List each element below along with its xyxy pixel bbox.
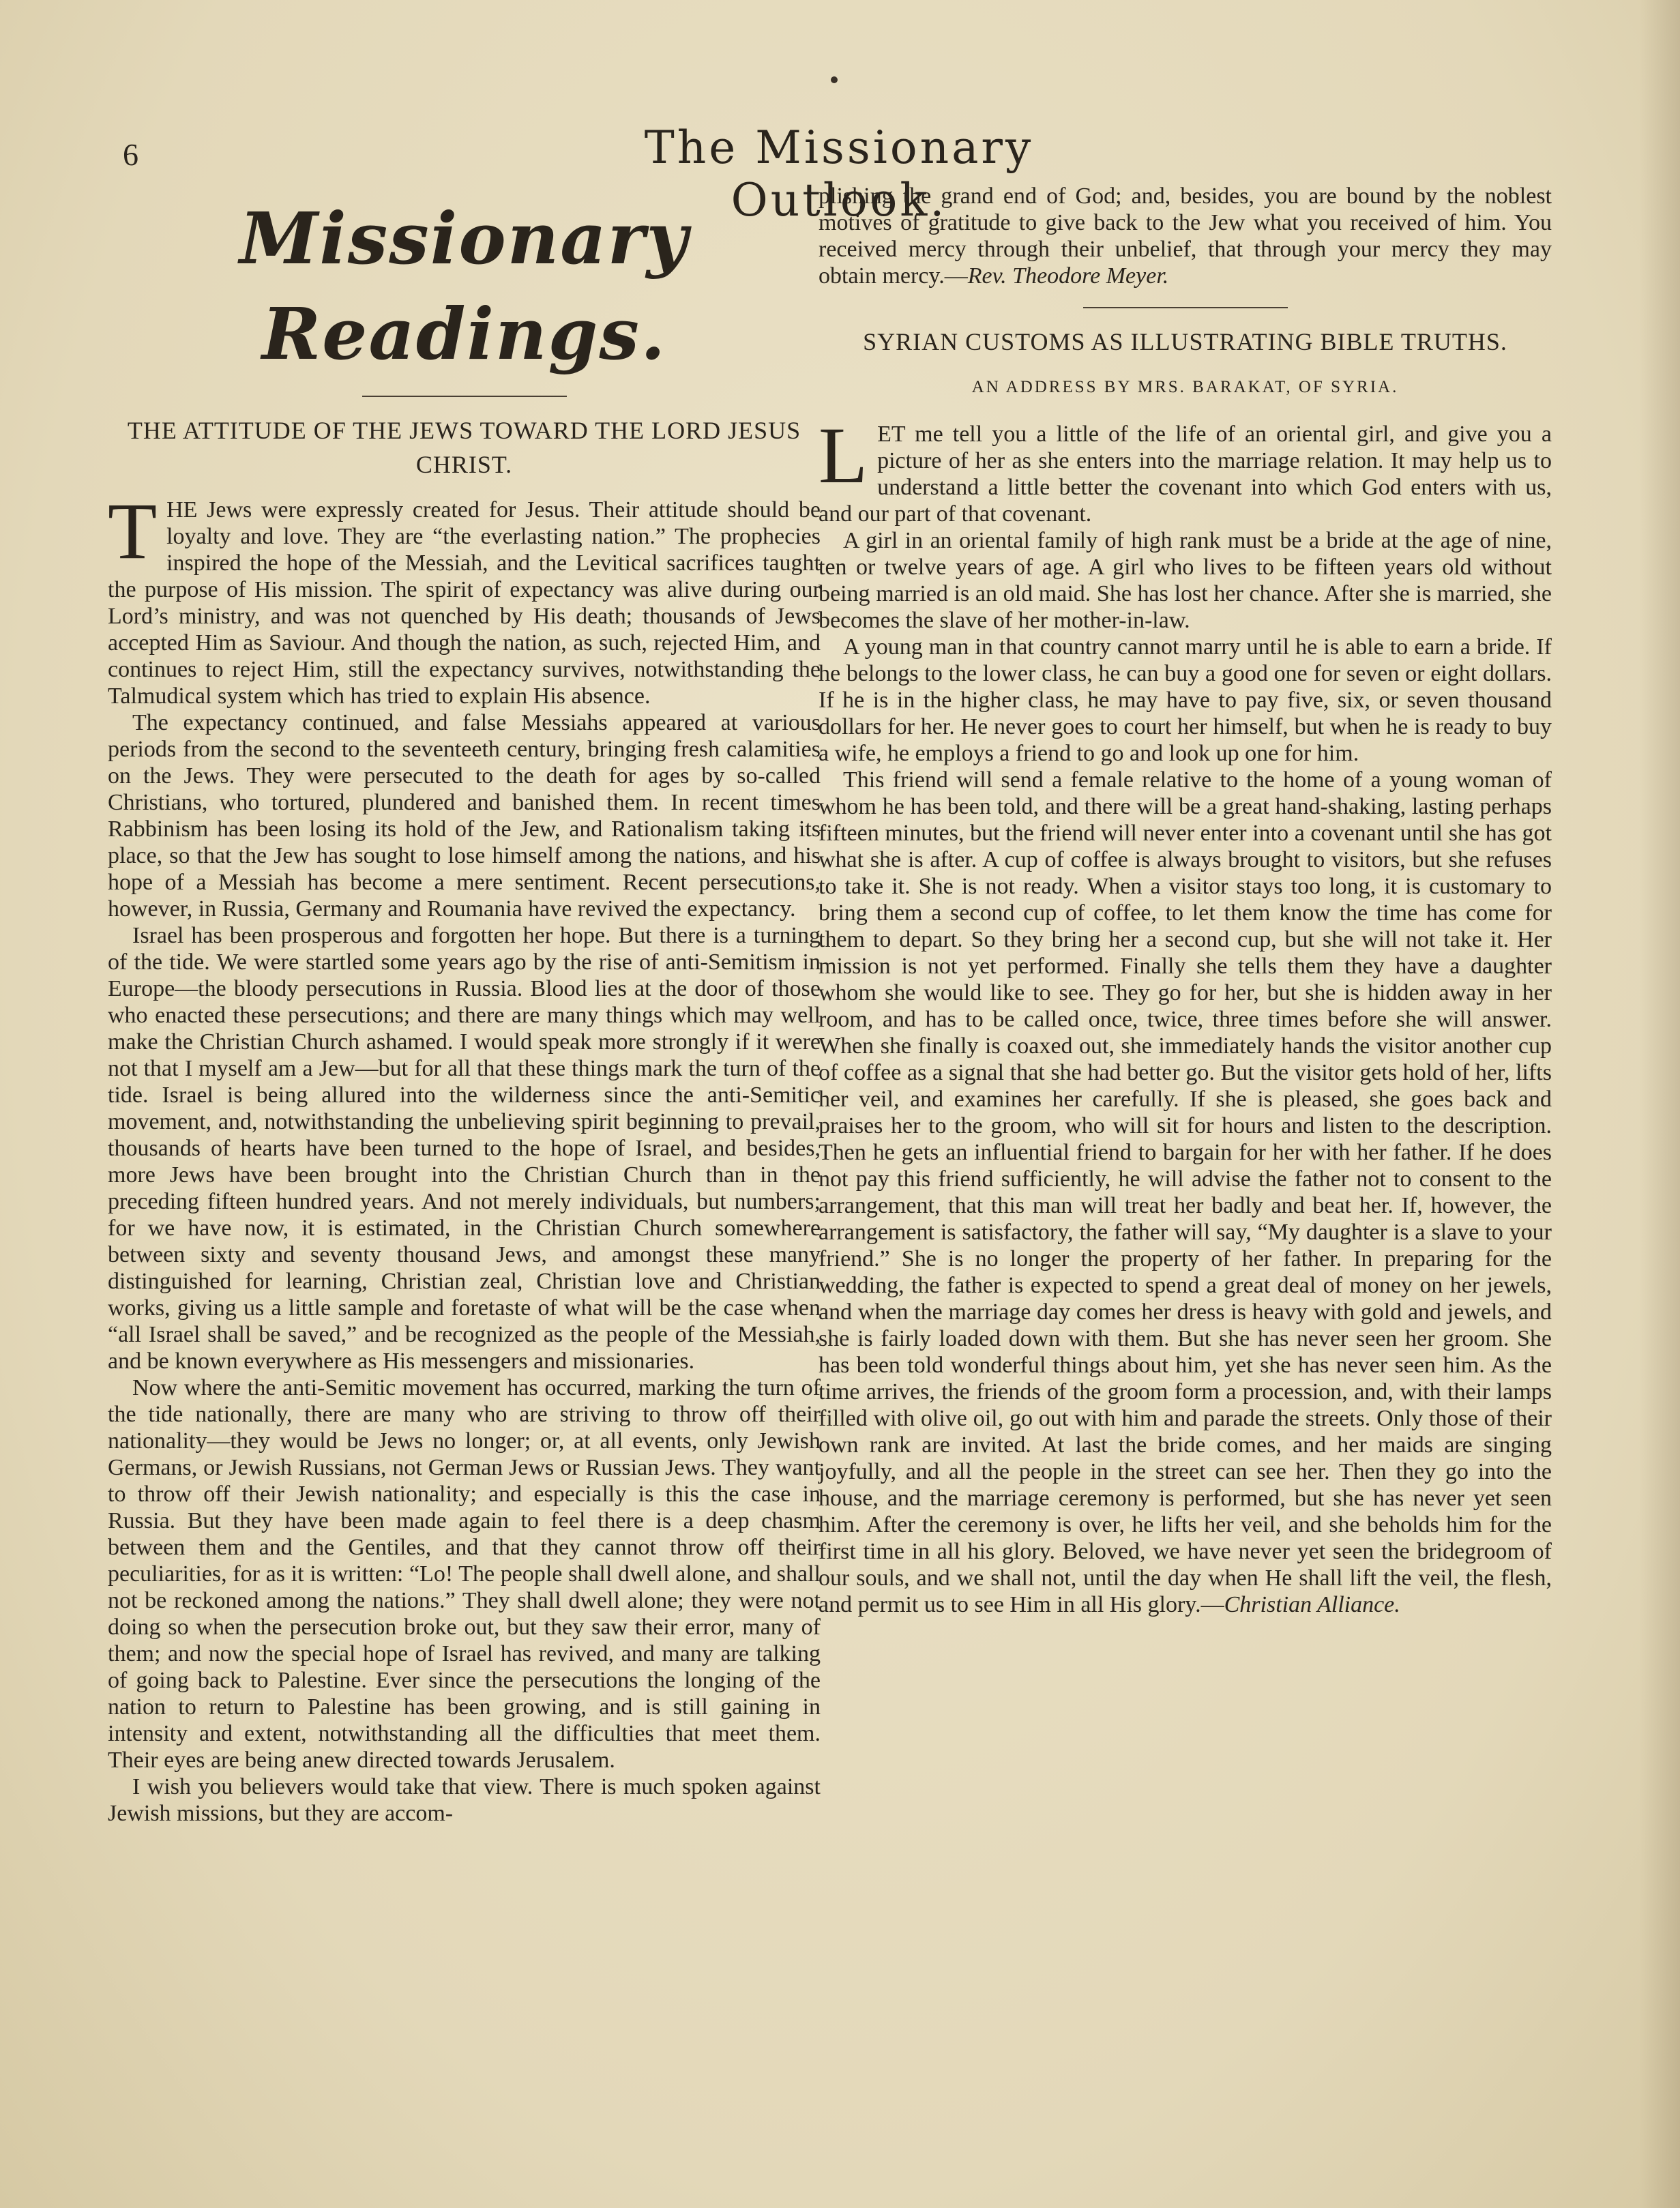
article-2-paragraph — [819, 411, 1552, 527]
ink-dot — [831, 76, 838, 83]
article-2-paragraph: A girl in an oriental family of high rank must be a bride at the age of nine, ten or twelve years of age. A girl who lives to be fifteen years old without being married is an old maid. She has lost her chance. After she is married, she becomes the slave of her mother-in-law. — [819, 528, 1552, 633]
article-1-paragraph: I wish you believers would take that view. There is much spoken against Jewish missions, but they are accom- — [108, 1774, 821, 1826]
author-attribution: Rev. Theodore Meyer. — [967, 263, 1169, 289]
article-1-paragraph-text: HE Jews were expressly created for Jesus. Their attitude should be loyalty and love. They are “the everlasting nation.” The prophecies inspired the hope of the Messiah, and the Levitical sacrifices taught the purpose of His mission. The spirit of expectancy was alive during our Lord’s ministry, and was not quenched by His death; thousands of Jews accepted Him as Saviour. And though the nation, as such, rejected Him, and continues to reject Him, still the expectancy survives, notwithstanding the Talmudical system which has tried to explain His absence. — [108, 497, 821, 709]
article-1-title: THE ATTITUDE OF THE JEWS TOWARD THE LORD JESUS CHRIST. — [127, 417, 801, 478]
continuation-text: plishing the grand end of God; and, besides, you are bound by the noblest motives of gratitude to give back to the Jew what you received of him. You received mercy through their unbelief, that through your mercy they may obtain mercy.— — [819, 183, 1552, 289]
article-divider — [1083, 307, 1288, 308]
article-2-title: SYRIAN CUSTOMS AS ILLUSTRATING BIBLE TRUTHS. — [863, 328, 1507, 355]
title-rule — [362, 396, 567, 397]
running-title: The Missionary Outlook. — [644, 121, 1034, 226]
article-2-paragraph: A young man in that country cannot marry until he is able to earn a bride. If he belongs to the lower class, he can buy a good one for seven or eight dollars. If he is in the higher class, he may have to pay five, six, or seven thousand dollars for her. He never goes to court her himself, but when he is ready to buy a wife, he employs a friend to go and look up one for him. — [819, 634, 1552, 766]
left-column — [108, 191, 821, 1827]
article-1-paragraph: Now where the anti-Semitic movement has occurred, marking the turn of the tide nationally, there are many who are striving to throw off their nationality—they would be Jews no longer; or, at all events, only Jewish Germans, or Jewish Russians, not German Jews or Russian Jews. They want to throw off their Jewish nationality; and especially is this the case in Russia. But they have been made again to feel there is a deep chasm between them and the Gentiles, and that they cannot throw off their peculiarities, for as it is written: “Lo! The people shall dwell alone, and shall not be reckoned among the nations.” They shall dwell alone; they were not doing so when the persecution broke out, but they saw their error, many of them; and now the special hope of Israel has revived, and many are talking of going back to Palestine. Ever since the persecutions the longing of the nation to return to Palestine has been growing, and is still gaining in intensity and extent, notwithstanding all the difficulties that meet them. Their eyes are being anew directed towards Jerusalem. — [108, 1375, 821, 1773]
article-1-paragraph — [108, 486, 821, 709]
article-2-paragraph-text: ET me tell you a little of the life of an oriental girl, and give you a picture of her as she enters into the marriage relation. It may help us to understand a little better the covenant into which God enters with us, and our part of that covenant. — [819, 422, 1552, 527]
article-2-paragraph-text: This friend will send a female relative to the home of a young woman of whom he has been told, and there will be a great hand-shaking, lasting perhaps fifteen minutes, but the friend will never enter into a covenant until she has got what she is after. A cup of coffee is always brought to visitors, but she refuses to take it. She is not ready. When a visitor stays too long, it is customary to bring them a second cup of coffee, to let them know the time has come for them to depart. So they bring her a second cup, but she will not take it. Her mission is not yet performed. Finally she tells them they have a daughter whom she would like to see. They go for her, but she is hidden away in her room, and has to be called once, twice, three times before she will answer. When she finally is coaxed out, she immediately hands the visitor another cup of coffee as a signal that she had better go. But the visitor gets hold of her, lifts her veil, and examines her carefully. If she is pleased, she goes back and praises her to the groom, who will sit for hours and listen to the description. Then he gets an influential friend to bargain for her with her father. If he does not pay this friend sufficiently, he will advise the father not to consent to the arrangement, that this man will treat her badly and beat her. If, however, the arrangement is satisfactory, the father will say, “My daughter is a slave to your friend.” She is no longer the property of her father. In preparing for the wedding, the father is expected to spend a great deal of money on her jewels, and when the marriage day comes her dress is heavy with gold and jewels, and she is fairly loaded down with them. But she has never seen her groom. She has been told wonderful things about him, yet she has never seen him. As the time arrives, the friends of the groom form a procession, and, with their lamps filled with olive oil, go out with him and parade the streets. Only those of their own rank are invited. At last the bride comes, and her maids are singing joyfully, and all the people in the street can see her. Then they go into the house, and the marriage ceremony is performed, but she has never yet seen him. After the ceremony is over, he lifts her veil, and she beholds him for the first time in all his glory. Beloved, we have never yet seen the bridegroom of our souls, and we shall not, until the day when He shall lift the veil, the flesh, and permit us to see Him in all His glory.— — [819, 767, 1552, 1617]
article-1-paragraph: Israel has been prosperous and forgotten her hope. But there is a turning of the tide. We were startled some years ago by the rise of anti-Semitism in Europe—the bloody persecutions in Russia. Blood lies at the door of those who enacted these persecutions; and there are many things which may well make the Christian Church ashamed. I would speak more strongly if it were not that I myself am a Jew—but for all that these things mark the turn of the tide. Israel is being allured into the wilderness since the anti-Semitic movement, and, notwithstanding the unbelieving spirit beginning to prevail, thousands of hearts have been turned to the hope of Israel, and besides, more Jews have been brought into the Christian Church than in the preceding fifteen hundred years. And not merely individuals, but numbers; for we have now, it is estimated, in the Christian Church somewhere between sixty and seventy thousand Jews, and amongst these many distinguished for learning, Christian zeal, Christian love and Christian works, giving us a little sample and foretaste of what will be the case when “all Israel shall be saved,” and be recognized as the people of the Messiah, and be known everywhere as His messengers and missionaries. — [108, 923, 821, 1374]
drop-cap: T — [108, 486, 158, 576]
right-column — [819, 183, 1552, 1618]
article-2-byline: AN ADDRESS BY MRS. BARAKAT, OF SYRIA. — [971, 378, 1399, 396]
article-1-continuation — [819, 183, 1552, 289]
section-masthead: Missionary Readings. — [239, 196, 689, 376]
page-number: 6 — [123, 137, 138, 172]
page-edge-shadow — [1639, 0, 1680, 2208]
article-1-paragraph: The expectancy continued, and false Messiahs appeared at various periods from the second to the seventeeth century, bringing fresh calamities on the Jews. They were persecuted to the death for ages by so-called Christians, who tortured, plundered and banished them. In recent times Rabbinism has been losing its hold of the Jew, and Rationalism taking its place, so that the Jew has sought to lose himself among the nations, and his hope of a Messiah has become a mere sentiment. Recent persecutions, however, in Russia, Germany and Roumania have revived the expectancy. — [108, 710, 821, 922]
drop-cap: L — [819, 411, 868, 500]
article-2-paragraph — [819, 767, 1552, 1618]
source-attribution: Christian Alliance. — [1224, 1592, 1400, 1617]
